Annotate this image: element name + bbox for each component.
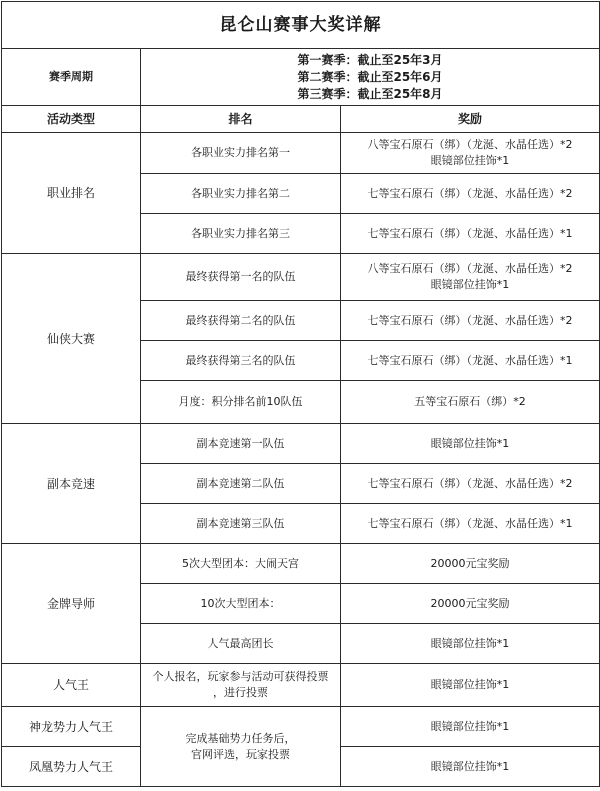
rank-cell: 副本竞速第二队伍: [141, 464, 341, 504]
reward-cell: 眼镜部位挂饰*1: [341, 664, 600, 707]
category-career: 职业排名: [2, 133, 141, 254]
reward-cell: 七等宝石原石（绑）（龙涎、水晶任选）*2: [341, 174, 600, 214]
rank-cell-faction: [141, 707, 341, 787]
rank-line: 官网评选，玩家投票: [191, 747, 290, 761]
reward-cell: 眼镜部位挂饰*1: [341, 624, 600, 664]
reward-cell: 七等宝石原石（绑）（龙涎、水晶任选）*1: [341, 341, 600, 381]
season-cell: [141, 49, 600, 106]
rank-cell: 10次大型团本：: [141, 584, 341, 624]
reward-cell: 眼镜部位挂饰*1: [341, 747, 600, 787]
category-dungeon: 副本竞速: [2, 424, 141, 544]
rank-cell: 最终获得第三名的队伍: [141, 341, 341, 381]
season-line-2: 第二赛季：截止至25年6月: [297, 69, 443, 84]
reward-line: 八等宝石原石（绑）（龙涎、水晶任选）*2: [367, 138, 573, 151]
reward-cell: 七等宝石原石（绑）（龙涎、水晶任选）*2: [341, 464, 600, 504]
season-line-1: 第一赛季：截止至25年3月: [297, 52, 443, 67]
category-shenlong: 神龙势力人气王: [2, 707, 141, 747]
reward-cell: [341, 254, 600, 301]
rank-cell: 最终获得第一名的队伍: [141, 254, 341, 301]
category-mentor: 金牌导师: [2, 544, 141, 664]
category-phoenix: 凤凰势力人气王: [2, 747, 141, 787]
rank-line: ，进行投票: [213, 686, 268, 699]
reward-cell: [341, 133, 600, 174]
rank-cell: 副本竞速第三队伍: [141, 504, 341, 544]
header-type: 活动类型: [2, 106, 141, 133]
reward-cell: 七等宝石原石（绑）（龙涎、水晶任选）*2: [341, 301, 600, 341]
category-popular: 人气王: [2, 664, 141, 707]
season-line-3: 第三赛季：截止至25年8月: [297, 86, 443, 101]
reward-cell: 20000元宝奖励: [341, 584, 600, 624]
reward-cell: 七等宝石原石（绑）（龙涎、水晶任选）*1: [341, 504, 600, 544]
rank-cell: 副本竞速第一队伍: [141, 424, 341, 464]
reward-line: 八等宝石原石（绑）（龙涎、水晶任选）*2: [367, 262, 573, 275]
reward-cell: 眼镜部位挂饰*1: [341, 424, 600, 464]
season-label: 赛季周期: [2, 49, 141, 106]
reward-line: 眼镜部位挂饰*1: [430, 154, 510, 167]
header-reward: 奖励: [341, 106, 600, 133]
rank-cell: 各职业实力排名第一: [141, 133, 341, 174]
rank-cell: 各职业实力排名第三: [141, 214, 341, 254]
category-xianxia: 仙侠大赛: [2, 254, 141, 424]
reward-cell: 七等宝石原石（绑）（龙涎、水晶任选）*1: [341, 214, 600, 254]
header-rank: 排名: [141, 106, 341, 133]
rank-cell: 最终获得第二名的队伍: [141, 301, 341, 341]
rank-cell: 月度：积分排名前10队伍: [141, 381, 341, 424]
table-title: 昆仑山赛事大奖详解: [2, 2, 600, 49]
awards-table: [1, 1, 600, 787]
rank-cell: [141, 664, 341, 707]
rank-line: 完成基础势力任务后，: [185, 731, 296, 745]
rank-cell: 人气最高团长: [141, 624, 341, 664]
reward-cell: 五等宝石原石（绑）*2: [341, 381, 600, 424]
rank-line: 个人报名，玩家参与活动可获得投票: [152, 670, 329, 683]
reward-cell: 20000元宝奖励: [341, 544, 600, 584]
rank-cell: 5次大型团本：大闹天宫: [141, 544, 341, 584]
reward-line: 眼镜部位挂饰*1: [430, 278, 510, 291]
reward-cell: 眼镜部位挂饰*1: [341, 707, 600, 747]
rank-cell: 各职业实力排名第二: [141, 174, 341, 214]
